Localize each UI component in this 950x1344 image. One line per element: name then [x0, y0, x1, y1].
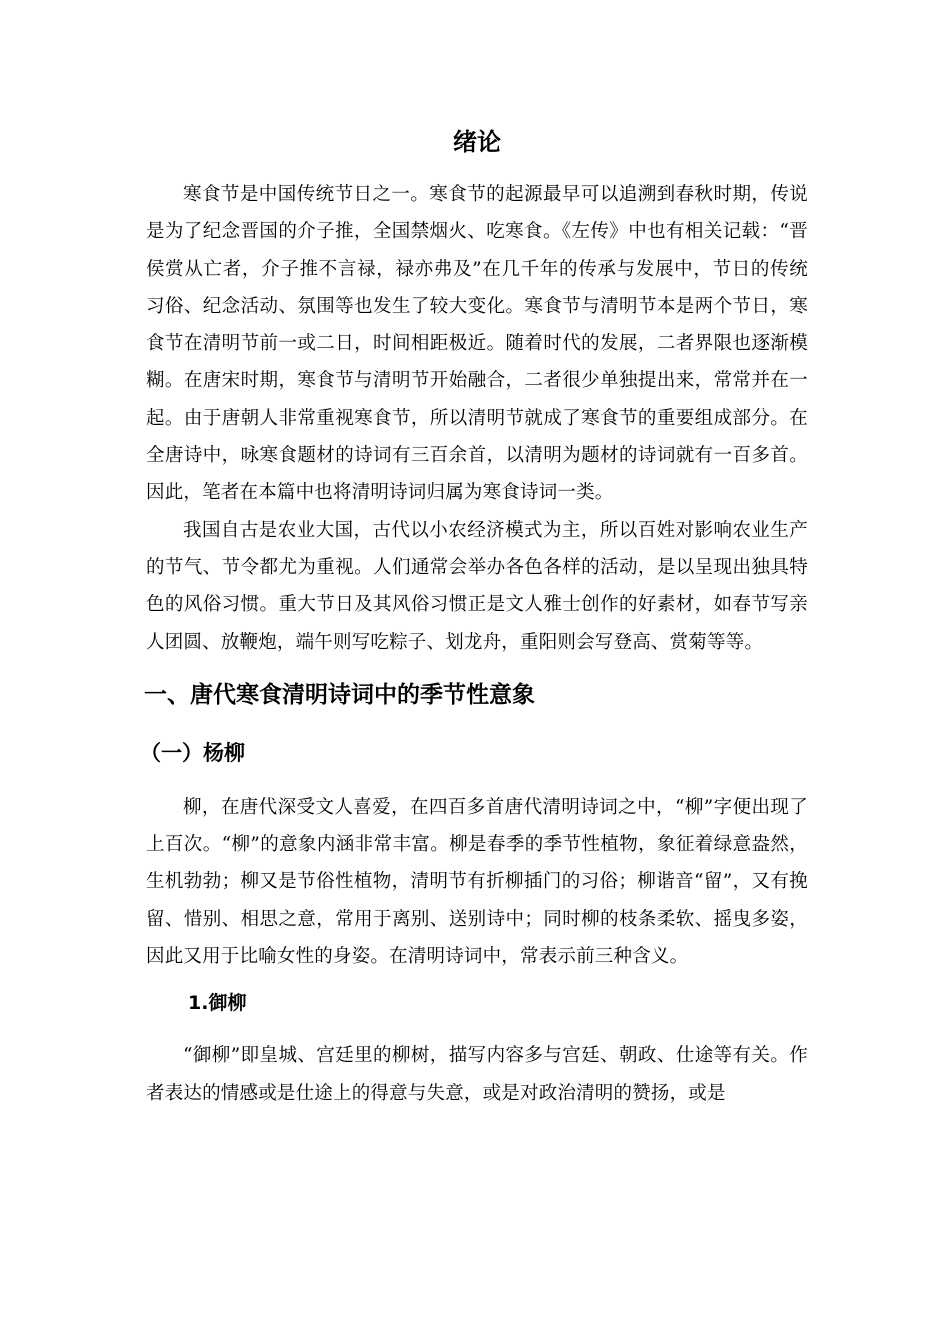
page-title: 绪论: [453, 128, 501, 156]
subsubsection-heading: 1.御柳: [188, 992, 247, 1015]
subsection-heading: （一）杨柳: [140, 740, 245, 765]
intro-paragraph-1: 寒食节是中国传统节日之一。寒食节的起源最早可以追溯到春秋时期，传说是为了纪念晋国的介子推，全国禁烟火、吃寒食。《左传》中也有相关记载：“晋侯赏从亡者，介子推不言禄，禄亦弗及”在几千年的传承与发展中，节日的传统习俗、纪念活动、氛围等也发生了较大变化。寒食节与清明节本是两个节日，寒食节在清明节前一或二日，时间相距极近。随着时代的发展，二者界限也逐渐模糊。在唐宋时期，寒食节与清明节开始融合，二者很少单独提出来，常常并在一起。由于唐朝人非常重视寒食节，所以清明节就成了寒食节的重要组成部分。在全唐诗中，咏寒食题材的诗词有三百余首，以清明为题材的诗词就有一百多首。因此，笔者在本篇中也将清明诗词归属为寒食诗词一类。: [146, 184, 808, 504]
subsection-paragraph: 柳，在唐代深受文人喜爱，在四百多首唐代清明诗词之中，“柳”字便出现了上百次。“柳”的意象内涵非常丰富。柳是春季的季节性植物，象征着绿意盎然，生机勃勃；柳又是节俗性植物，清明节有折柳插门的习俗；柳谐音“留”，又有挽留、惜别、相思之意，常用于离别、送别诗中；同时柳的枝条柔软、摇曳多姿，因此又用于比喻女性的身姿。在清明诗词中，常表示前三种含义。: [146, 796, 808, 968]
page-content: [140, 122, 808, 1112]
subsubsection-paragraph: “御柳”即皇城、宫廷里的柳树，描写内容多与宫廷、朝政、仕途等有关。作者表达的情感或是仕途上的得意与失意，或是对政治清明的赞扬，或是: [146, 1045, 808, 1104]
intro-paragraph-2: 我国自古是农业大国，古代以小农经济模式为主，所以百姓对影响农业生产的节气、节令都尤为重视。人们通常会举办各色各样的活动，是以呈现出独具特色的风俗习惯。重大节日及其风俗习惯正是文人雅士创作的好素材，如春节写亲人团圆、放鞭炮，端午则写吃粽子、划龙舟，重阳则会写登高、赏菊等等。: [146, 519, 808, 653]
section-heading: 一、唐代寒食清明诗词中的季节性意象: [144, 681, 535, 708]
